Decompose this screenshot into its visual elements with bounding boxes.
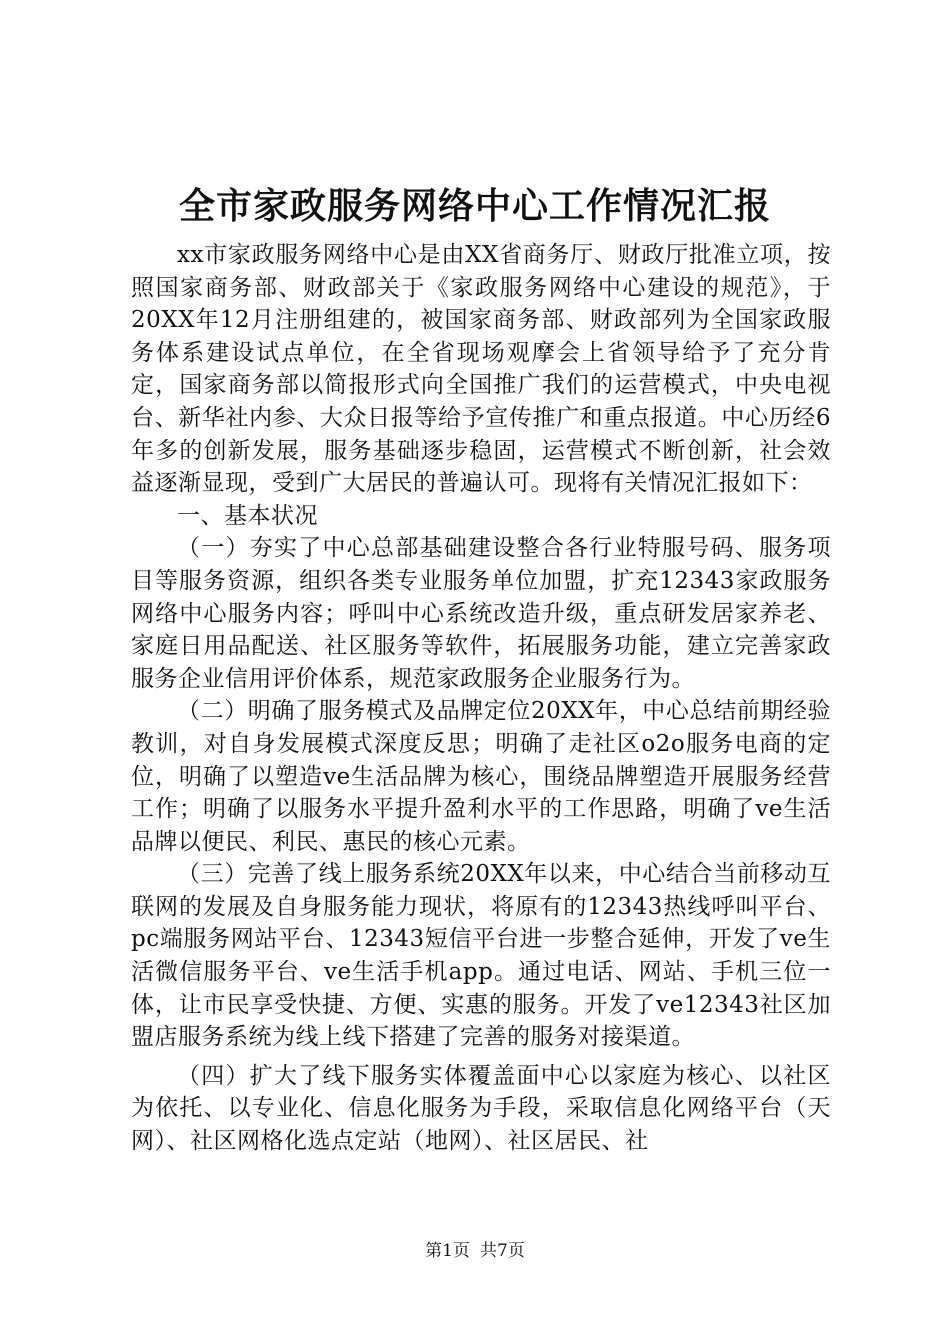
intro-paragraph: xx市家政服务网络中心是由XX省商务厅、财政厅批准立项，按照国家商务部、财政部关于《家政服务网络中心建设的规范》，于20XX年12月注册组建的，被国家商务部、财政部列为全国家政服务体系建设试点单位，在全省现场观摩会上省领导给予了充分肯定，国家商务部以简报形式向全国推广我们的运营模式，中央电视台、新华社内参、大众日报等给予宣传推广和重点报道。中心历经6年多的创新发展，服务基础逐步稳固，运营模式不断创新，社会效益逐渐显现，受到广大居民的普遍认可。现将有关情况汇报如下：	[131, 242, 831, 497]
body-paragraph: （三）完善了线上服务系统20XX年以来，中心结合当前移动互联网的发展及自身服务能力现状，将原有的12343热线呼叫平台、pc端服务网站平台、12343短信平台进一步整合延伸，开发了ve生活微信服务平台、ve生活手机app。通过电话、网站、手机三位一体，让市民享受快捷、方便、实惠的服务。开发了ve12343社区加盟店服务系统为线上线下搭建了完善的服务对接渠道。	[131, 861, 831, 1051]
section-heading: 一、基本状况	[177, 502, 318, 529]
body-paragraph: （二）明确了服务模式及品牌定位20XX年，中心总结前期经验教训，对自身发展模式深度反思；明确了走社区o2o服务电商的定位，明确了以塑造ve生活品牌为核心，围绕品牌塑造开展服务经营工作；明确了以服务水平提升盈利水平的工作思路，明确了ve生活品牌以便民、利民、惠民的核心元素。	[131, 698, 831, 855]
body-paragraph: （四）扩大了线下服务实体覆盖面中心以家庭为核心、以社区为依托、以专业化、信息化服务为手段，采取信息化网络平台（天网）、社区网格化选点定站（地网）、社区居民、社	[131, 1062, 831, 1155]
document-title: 全市家政服务网络中心工作情况汇报	[178, 186, 771, 227]
page-total: 共7页	[480, 1241, 525, 1261]
document-body	[131, 239, 831, 1158]
page-footer	[0, 1239, 950, 1263]
body-paragraph: （一）夯实了中心总部基础建设整合各行业特服号码、服务项目等服务资源，组织各类专业服务单位加盟，扩充12343家政服务网络中心服务内容；呼叫中心系统改造升级，重点研发居家养老、家庭日用品配送、社区服务等软件，拓展服务功能，建立完善家政服务企业信用评价体系，规范家政服务企业服务行为。	[131, 535, 831, 692]
page-number: 第1页	[425, 1241, 470, 1261]
